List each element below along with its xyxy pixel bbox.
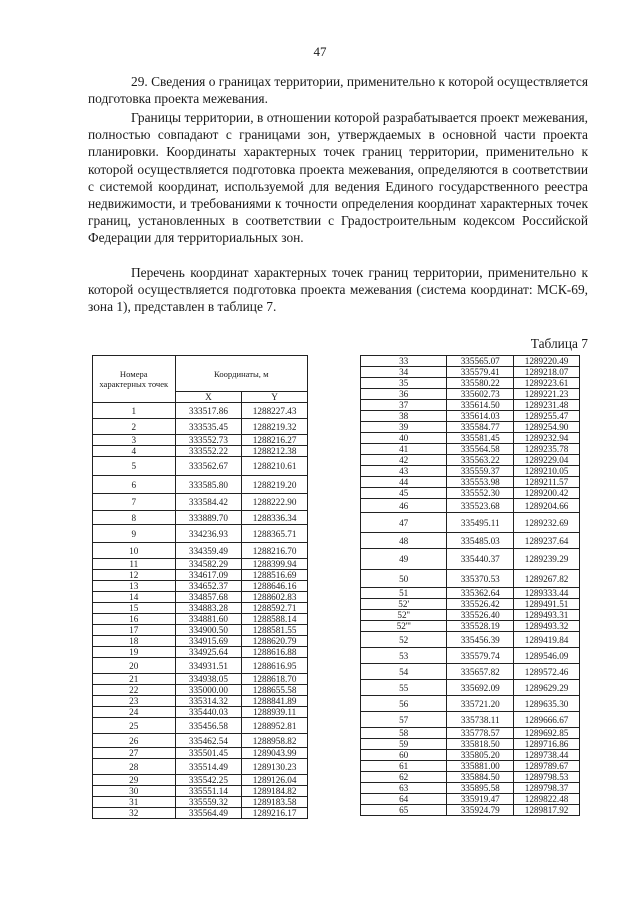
header-x: X	[175, 392, 242, 403]
y-coordinate-cell: 1289738.44	[514, 750, 580, 761]
x-coordinate-cell: 335495.11	[447, 513, 514, 533]
point-number-cell: 65	[361, 805, 447, 816]
table-row	[93, 775, 308, 786]
table-row	[361, 466, 580, 477]
x-coordinate-cell: 335721.20	[447, 696, 514, 712]
boundaries-description-paragraph: Границы территории, в отношении которой разрабатывается проект межевания, полностью совпадают с границами зон, утверждаемых в основной части проекта планировки. Координаты характерных точек границ территории, применительно к которой осуществляется подготовка проекта межевания, определяются в соответствии с системой координат, используемой для ведения Единого государственного реестра недвижимости, и требованиями к точности определения координат характерных точек границ, установленных в соответствии с Градостроительным кодексом Российской Федерации для территориальных зон.	[88, 110, 588, 246]
x-coordinate-cell: 333585.80	[175, 476, 242, 494]
y-coordinate-cell: 1289822.48	[514, 794, 580, 805]
y-coordinate-cell: 1288655.58	[242, 685, 308, 696]
x-coordinate-cell: 335362.64	[447, 588, 514, 599]
x-coordinate-cell: 335000.00	[175, 685, 242, 696]
x-coordinate-cell: 335565.07	[447, 356, 514, 367]
x-coordinate-cell: 335314.32	[175, 696, 242, 707]
point-number-cell: 48	[361, 533, 447, 549]
y-coordinate-cell: 1289419.84	[514, 632, 580, 648]
table-row	[361, 356, 580, 367]
point-number-cell: 51	[361, 588, 447, 599]
y-coordinate-cell: 1289221.23	[514, 389, 580, 400]
table-row	[93, 581, 308, 592]
y-coordinate-cell: 1288365.71	[242, 525, 308, 543]
table-row	[93, 570, 308, 581]
x-coordinate-cell: 335551.14	[175, 786, 242, 797]
y-coordinate-cell: 1289239.29	[514, 549, 580, 570]
table-row	[361, 621, 580, 632]
table-row	[93, 718, 308, 734]
point-number-cell: 41	[361, 444, 447, 455]
x-coordinate-cell: 335881.00	[447, 761, 514, 772]
x-coordinate-cell: 334617.09	[175, 570, 242, 581]
x-coordinate-cell: 335818.50	[447, 739, 514, 750]
table-row	[361, 794, 580, 805]
header-point-number: Номера характерных точек	[93, 356, 176, 403]
table-row	[361, 610, 580, 621]
x-coordinate-cell: 334359.49	[175, 543, 242, 559]
y-coordinate-cell: 1289200.42	[514, 488, 580, 499]
y-coordinate-cell: 1289218.07	[514, 367, 580, 378]
x-coordinate-cell: 335559.32	[175, 797, 242, 808]
table-row	[93, 625, 308, 636]
point-number-cell: 34	[361, 367, 447, 378]
x-coordinate-cell: 335553.98	[447, 477, 514, 488]
x-coordinate-cell: 335462.54	[175, 734, 242, 748]
table-row	[93, 685, 308, 696]
table-row	[93, 614, 308, 625]
point-number-cell: 64	[361, 794, 447, 805]
page-number: 47	[313, 44, 327, 59]
point-number-cell: 52	[361, 632, 447, 648]
y-coordinate-cell: 1289130.23	[242, 759, 308, 775]
table-row	[93, 511, 308, 525]
x-coordinate-cell: 334881.60	[175, 614, 242, 625]
table-row	[93, 636, 308, 647]
table-row	[361, 422, 580, 433]
y-coordinate-cell: 1288592.71	[242, 603, 308, 614]
point-number-cell: 21	[93, 674, 176, 685]
x-coordinate-cell: 334236.93	[175, 525, 242, 543]
table-body-left	[93, 403, 308, 819]
table-row	[361, 761, 580, 772]
y-coordinate-cell: 1288616.88	[242, 647, 308, 658]
y-coordinate-cell: 1289126.04	[242, 775, 308, 786]
x-coordinate-cell: 335924.79	[447, 805, 514, 816]
x-coordinate-cell: 335778.57	[447, 728, 514, 739]
y-coordinate-cell: 1289491.51	[514, 599, 580, 610]
coordinates-list-paragraph: Перечень координат характерных точек границ территории, применительно к которой осуществляется подготовка проекта межевания (система координат: МСК-69, зона 1), представлен в таблице 7.	[88, 265, 588, 315]
x-coordinate-cell: 335563.22	[447, 455, 514, 466]
point-number-cell: 28	[93, 759, 176, 775]
x-coordinate-cell: 333562.67	[175, 457, 242, 476]
point-number-cell: 7	[93, 494, 176, 511]
y-coordinate-cell: 1289493.31	[514, 610, 580, 621]
x-coordinate-cell: 335692.09	[447, 680, 514, 696]
y-coordinate-cell: 1288516.69	[242, 570, 308, 581]
x-coordinate-cell: 335528.19	[447, 621, 514, 632]
point-number-cell: 42	[361, 455, 447, 466]
table-row	[361, 400, 580, 411]
x-coordinate-cell: 335580.22	[447, 378, 514, 389]
point-number-cell: 45	[361, 488, 447, 499]
table-row	[93, 658, 308, 674]
table-row	[361, 664, 580, 680]
table-row	[361, 783, 580, 794]
table-row	[361, 696, 580, 712]
y-coordinate-cell: 1289817.92	[514, 805, 580, 816]
table-row	[93, 476, 308, 494]
table-row	[93, 759, 308, 775]
x-coordinate-cell: 335884.50	[447, 772, 514, 783]
point-number-cell: 2	[93, 419, 176, 435]
point-number-cell: 12	[93, 570, 176, 581]
point-number-cell: 54	[361, 664, 447, 680]
x-coordinate-cell: 335514.49	[175, 759, 242, 775]
y-coordinate-cell: 1289666.67	[514, 712, 580, 728]
table-row	[361, 588, 580, 599]
y-coordinate-cell: 1289789.67	[514, 761, 580, 772]
point-number-cell: 53	[361, 648, 447, 664]
y-coordinate-cell: 1289184.82	[242, 786, 308, 797]
y-coordinate-cell: 1289546.09	[514, 648, 580, 664]
x-coordinate-cell: 335559.37	[447, 466, 514, 477]
table-row	[93, 457, 308, 476]
x-coordinate-cell: 333535.45	[175, 419, 242, 435]
x-coordinate-cell: 335579.74	[447, 648, 514, 664]
point-number-cell: 13	[93, 581, 176, 592]
x-coordinate-cell: 335370.53	[447, 570, 514, 588]
y-coordinate-cell: 1288841.89	[242, 696, 308, 707]
table-row	[93, 734, 308, 748]
table-row	[361, 599, 580, 610]
table-row	[93, 797, 308, 808]
coordinates-table-right	[360, 355, 580, 816]
header-y: Y	[242, 392, 308, 403]
table-row	[93, 525, 308, 543]
y-coordinate-cell: 1289183.58	[242, 797, 308, 808]
point-number-cell: 5	[93, 457, 176, 476]
y-coordinate-cell: 1288602.83	[242, 592, 308, 603]
x-coordinate-cell: 335919.47	[447, 794, 514, 805]
table-row	[361, 477, 580, 488]
table-row	[93, 494, 308, 511]
table-row	[361, 549, 580, 570]
point-number-cell: 11	[93, 559, 176, 570]
y-coordinate-cell: 1289237.64	[514, 533, 580, 549]
table-row	[361, 680, 580, 696]
table-caption: Таблица 7	[530, 336, 588, 351]
x-coordinate-cell: 334652.37	[175, 581, 242, 592]
y-coordinate-cell: 1289629.29	[514, 680, 580, 696]
point-number-cell: 46	[361, 499, 447, 513]
x-coordinate-cell: 333584.42	[175, 494, 242, 511]
table-row	[93, 446, 308, 457]
table-body-right	[361, 356, 580, 816]
x-coordinate-cell: 335579.41	[447, 367, 514, 378]
x-coordinate-cell: 335614.03	[447, 411, 514, 422]
point-number-cell: 20	[93, 658, 176, 674]
x-coordinate-cell: 334931.51	[175, 658, 242, 674]
x-coordinate-cell: 334883.28	[175, 603, 242, 614]
y-coordinate-cell: 1289798.37	[514, 783, 580, 794]
point-number-cell: 52'	[361, 599, 447, 610]
point-number-cell: 15	[93, 603, 176, 614]
x-coordinate-cell: 335738.11	[447, 712, 514, 728]
x-coordinate-cell: 333889.70	[175, 511, 242, 525]
y-coordinate-cell: 1288399.94	[242, 559, 308, 570]
y-coordinate-cell: 1289232.69	[514, 513, 580, 533]
y-coordinate-cell: 1288210.61	[242, 457, 308, 476]
point-number-cell: 49	[361, 549, 447, 570]
table-row	[361, 739, 580, 750]
point-number-cell: 37	[361, 400, 447, 411]
y-coordinate-cell: 1288219.32	[242, 419, 308, 435]
x-coordinate-cell: 334900.50	[175, 625, 242, 636]
y-coordinate-cell: 1289229.04	[514, 455, 580, 466]
table-row	[93, 696, 308, 707]
point-number-cell: 30	[93, 786, 176, 797]
table-row	[361, 389, 580, 400]
point-number-cell: 40	[361, 433, 447, 444]
point-number-cell: 29	[93, 775, 176, 786]
point-number-cell: 58	[361, 728, 447, 739]
point-number-cell: 35	[361, 378, 447, 389]
point-number-cell: 25	[93, 718, 176, 734]
point-number-cell: 62	[361, 772, 447, 783]
y-coordinate-cell: 1289493.32	[514, 621, 580, 632]
table-row	[361, 632, 580, 648]
point-number-cell: 8	[93, 511, 176, 525]
point-number-cell: 27	[93, 748, 176, 759]
table-row	[93, 559, 308, 570]
y-coordinate-cell: 1288620.79	[242, 636, 308, 647]
y-coordinate-cell: 1289043.99	[242, 748, 308, 759]
y-coordinate-cell: 1289333.44	[514, 588, 580, 599]
y-coordinate-cell: 1288616.95	[242, 658, 308, 674]
point-number-cell: 24	[93, 707, 176, 718]
point-number-cell: 38	[361, 411, 447, 422]
point-number-cell: 60	[361, 750, 447, 761]
y-coordinate-cell: 1289254.90	[514, 422, 580, 433]
point-number-cell: 10	[93, 543, 176, 559]
table-row	[93, 403, 308, 419]
table-row	[361, 444, 580, 455]
point-number-cell: 16	[93, 614, 176, 625]
table-row	[93, 707, 308, 718]
point-number-cell: 63	[361, 783, 447, 794]
x-coordinate-cell: 335526.42	[447, 599, 514, 610]
point-number-cell: 22	[93, 685, 176, 696]
y-coordinate-cell: 1288588.14	[242, 614, 308, 625]
table-row	[361, 378, 580, 389]
table-row	[93, 592, 308, 603]
table-row	[361, 499, 580, 513]
y-coordinate-cell: 1289692.85	[514, 728, 580, 739]
x-coordinate-cell: 335614.50	[447, 400, 514, 411]
x-coordinate-cell: 335501.45	[175, 748, 242, 759]
table-row	[361, 805, 580, 816]
x-coordinate-cell: 335564.49	[175, 808, 242, 819]
y-coordinate-cell: 1289716.86	[514, 739, 580, 750]
y-coordinate-cell: 1288216.27	[242, 435, 308, 446]
table-row	[361, 513, 580, 533]
table-row	[361, 728, 580, 739]
table-row	[361, 570, 580, 588]
point-number-cell: 17	[93, 625, 176, 636]
x-coordinate-cell: 335584.77	[447, 422, 514, 433]
point-number-cell: 32	[93, 808, 176, 819]
y-coordinate-cell: 1289635.30	[514, 696, 580, 712]
point-number-cell: 50	[361, 570, 447, 588]
y-coordinate-cell: 1289211.57	[514, 477, 580, 488]
x-coordinate-cell: 334925.64	[175, 647, 242, 658]
x-coordinate-cell: 335440.03	[175, 707, 242, 718]
table-row	[93, 748, 308, 759]
y-coordinate-cell: 1289235.78	[514, 444, 580, 455]
y-coordinate-cell: 1288939.11	[242, 707, 308, 718]
y-coordinate-cell: 1289798.53	[514, 772, 580, 783]
y-coordinate-cell: 1288222.90	[242, 494, 308, 511]
table-row	[361, 648, 580, 664]
table-row	[361, 533, 580, 549]
x-coordinate-cell: 335485.03	[447, 533, 514, 549]
y-coordinate-cell: 1288216.70	[242, 543, 308, 559]
point-number-cell: 3	[93, 435, 176, 446]
y-coordinate-cell: 1288336.34	[242, 511, 308, 525]
y-coordinate-cell: 1288952.81	[242, 718, 308, 734]
table-row	[361, 772, 580, 783]
point-number-cell: 14	[93, 592, 176, 603]
y-coordinate-cell: 1288646.16	[242, 581, 308, 592]
y-coordinate-cell: 1288581.55	[242, 625, 308, 636]
table-row	[93, 808, 308, 819]
y-coordinate-cell: 1288212.38	[242, 446, 308, 457]
header-coordinates: Координаты, м	[175, 356, 307, 392]
point-number-cell: 43	[361, 466, 447, 477]
y-coordinate-cell: 1289210.05	[514, 466, 580, 477]
x-coordinate-cell: 335523.68	[447, 499, 514, 513]
point-number-cell: 55	[361, 680, 447, 696]
point-number-cell: 52'''	[361, 621, 447, 632]
x-coordinate-cell: 335542.25	[175, 775, 242, 786]
y-coordinate-cell: 1289255.47	[514, 411, 580, 422]
table-row	[93, 674, 308, 685]
y-coordinate-cell: 1288227.43	[242, 403, 308, 419]
x-coordinate-cell: 335564.58	[447, 444, 514, 455]
x-coordinate-cell: 334582.29	[175, 559, 242, 570]
table-row	[361, 433, 580, 444]
table-row	[361, 488, 580, 499]
table-row	[93, 786, 308, 797]
table-row	[361, 712, 580, 728]
y-coordinate-cell: 1288618.70	[242, 674, 308, 685]
y-coordinate-cell: 1289223.61	[514, 378, 580, 389]
table-row	[361, 411, 580, 422]
y-coordinate-cell: 1289231.48	[514, 400, 580, 411]
table-row	[93, 435, 308, 446]
x-coordinate-cell: 335552.30	[447, 488, 514, 499]
y-coordinate-cell: 1289267.82	[514, 570, 580, 588]
table-row	[361, 750, 580, 761]
point-number-cell: 52''	[361, 610, 447, 621]
x-coordinate-cell: 335602.73	[447, 389, 514, 400]
point-number-cell: 31	[93, 797, 176, 808]
x-coordinate-cell: 335805.20	[447, 750, 514, 761]
x-coordinate-cell: 333552.22	[175, 446, 242, 457]
x-coordinate-cell: 335657.82	[447, 664, 514, 680]
point-number-cell: 9	[93, 525, 176, 543]
table-row	[93, 603, 308, 614]
point-number-cell: 36	[361, 389, 447, 400]
x-coordinate-cell: 334915.69	[175, 636, 242, 647]
point-number-cell: 44	[361, 477, 447, 488]
x-coordinate-cell: 335440.37	[447, 549, 514, 570]
x-coordinate-cell: 335895.58	[447, 783, 514, 794]
point-number-cell: 61	[361, 761, 447, 772]
table-row	[93, 419, 308, 435]
point-number-cell: 57	[361, 712, 447, 728]
coordinates-table-left	[92, 355, 308, 819]
y-coordinate-cell: 1289232.94	[514, 433, 580, 444]
point-number-cell: 39	[361, 422, 447, 433]
point-number-cell: 59	[361, 739, 447, 750]
point-number-cell: 26	[93, 734, 176, 748]
x-coordinate-cell: 333517.86	[175, 403, 242, 419]
y-coordinate-cell: 1289572.46	[514, 664, 580, 680]
section-heading-paragraph: 29. Сведения о границах территории, применительно к которой осуществляется подготовка проекта межевания.	[88, 74, 588, 107]
point-number-cell: 6	[93, 476, 176, 494]
table-row	[361, 455, 580, 466]
y-coordinate-cell: 1288219.20	[242, 476, 308, 494]
x-coordinate-cell: 335456.39	[447, 632, 514, 648]
point-number-cell: 1	[93, 403, 176, 419]
x-coordinate-cell: 334938.05	[175, 674, 242, 685]
y-coordinate-cell: 1289216.17	[242, 808, 308, 819]
table-row	[93, 543, 308, 559]
point-number-cell: 33	[361, 356, 447, 367]
point-number-cell: 47	[361, 513, 447, 533]
y-coordinate-cell: 1288958.82	[242, 734, 308, 748]
point-number-cell: 56	[361, 696, 447, 712]
table-row	[93, 647, 308, 658]
y-coordinate-cell: 1289204.66	[514, 499, 580, 513]
point-number-cell: 4	[93, 446, 176, 457]
x-coordinate-cell: 335581.45	[447, 433, 514, 444]
table-row	[361, 367, 580, 378]
x-coordinate-cell: 333552.73	[175, 435, 242, 446]
x-coordinate-cell: 334857.68	[175, 592, 242, 603]
point-number-cell: 18	[93, 636, 176, 647]
point-number-cell: 19	[93, 647, 176, 658]
point-number-cell: 23	[93, 696, 176, 707]
y-coordinate-cell: 1289220.49	[514, 356, 580, 367]
x-coordinate-cell: 335526.40	[447, 610, 514, 621]
x-coordinate-cell: 335456.58	[175, 718, 242, 734]
